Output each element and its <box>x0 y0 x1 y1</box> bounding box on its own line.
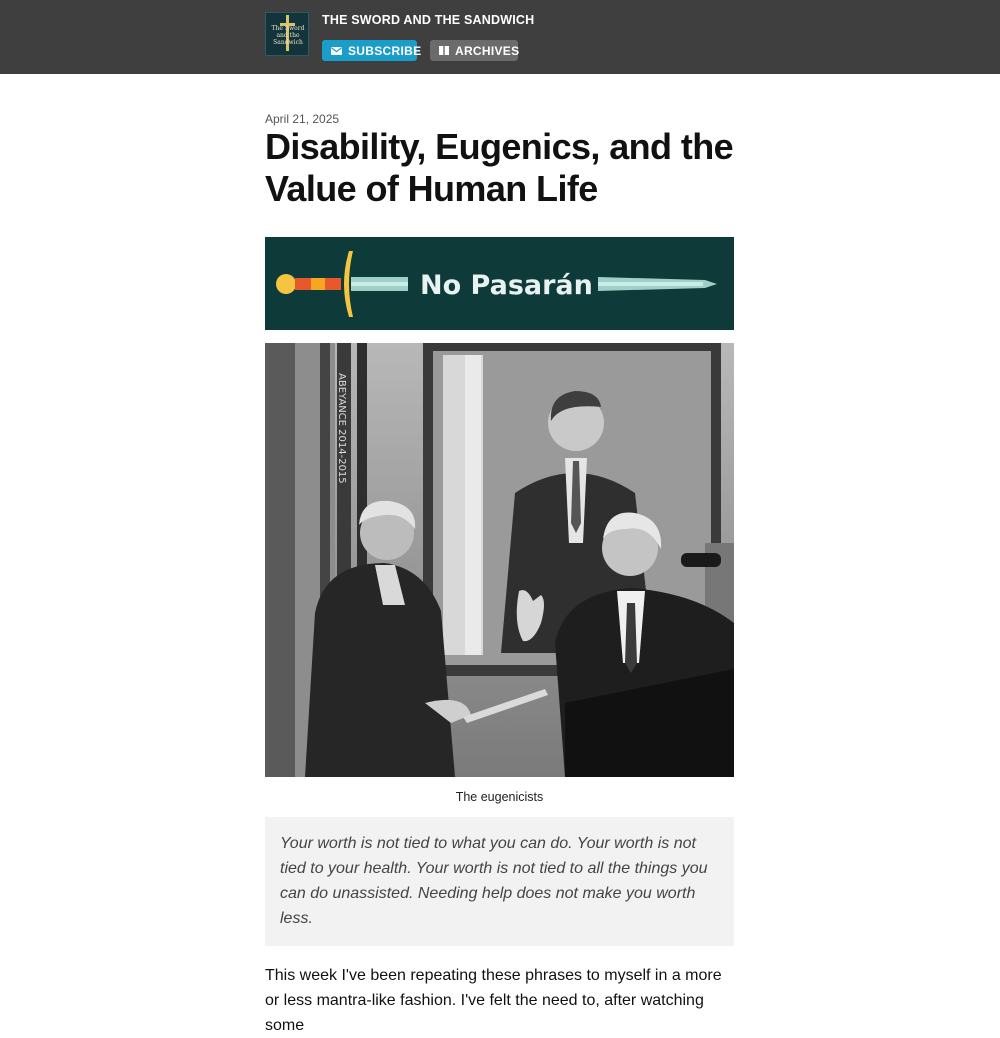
article-paragraph: This week I've been repeating these phrases to myself in a more or less mantra-like fashion. I've felt the need to, after watching some <box>265 967 722 1034</box>
site-header <box>0 0 1000 74</box>
site-logo[interactable] <box>265 12 309 56</box>
article-title: Disability, Eugenics, and the Value of Human Life <box>265 126 734 209</box>
pull-quote-text: Your worth is not tied to what you can do. Your worth is not tied to your health. Your worth is not tied to all the things you can do unassisted. Needing help does not make you worth less. <box>280 835 708 927</box>
no-pasaran-banner <box>265 237 734 330</box>
logo-text: The Sword and the Sandwich <box>271 25 305 46</box>
brand <box>265 12 735 64</box>
site-title[interactable]: THE SWORD AND THE SANDWICH <box>322 13 535 27</box>
photo-illustration <box>265 343 734 777</box>
pull-quote <box>265 817 734 946</box>
article-photo <box>265 343 734 777</box>
banner-text: No Pasarán <box>420 270 593 301</box>
archives-button[interactable] <box>430 40 518 61</box>
flag-streamer-text: ABEYANCE 2014-2015 <box>336 373 347 484</box>
archives-label: ARCHIVES <box>455 43 520 58</box>
article-date: April 21, 2025 <box>265 112 340 126</box>
envelope-icon <box>331 47 342 55</box>
sword-illustration <box>265 237 734 330</box>
book-icon <box>439 46 449 55</box>
photo-caption: The eugenicists <box>455 790 544 804</box>
subscribe-label: SUBSCRIBE <box>348 43 422 58</box>
subscribe-button[interactable] <box>322 40 422 61</box>
